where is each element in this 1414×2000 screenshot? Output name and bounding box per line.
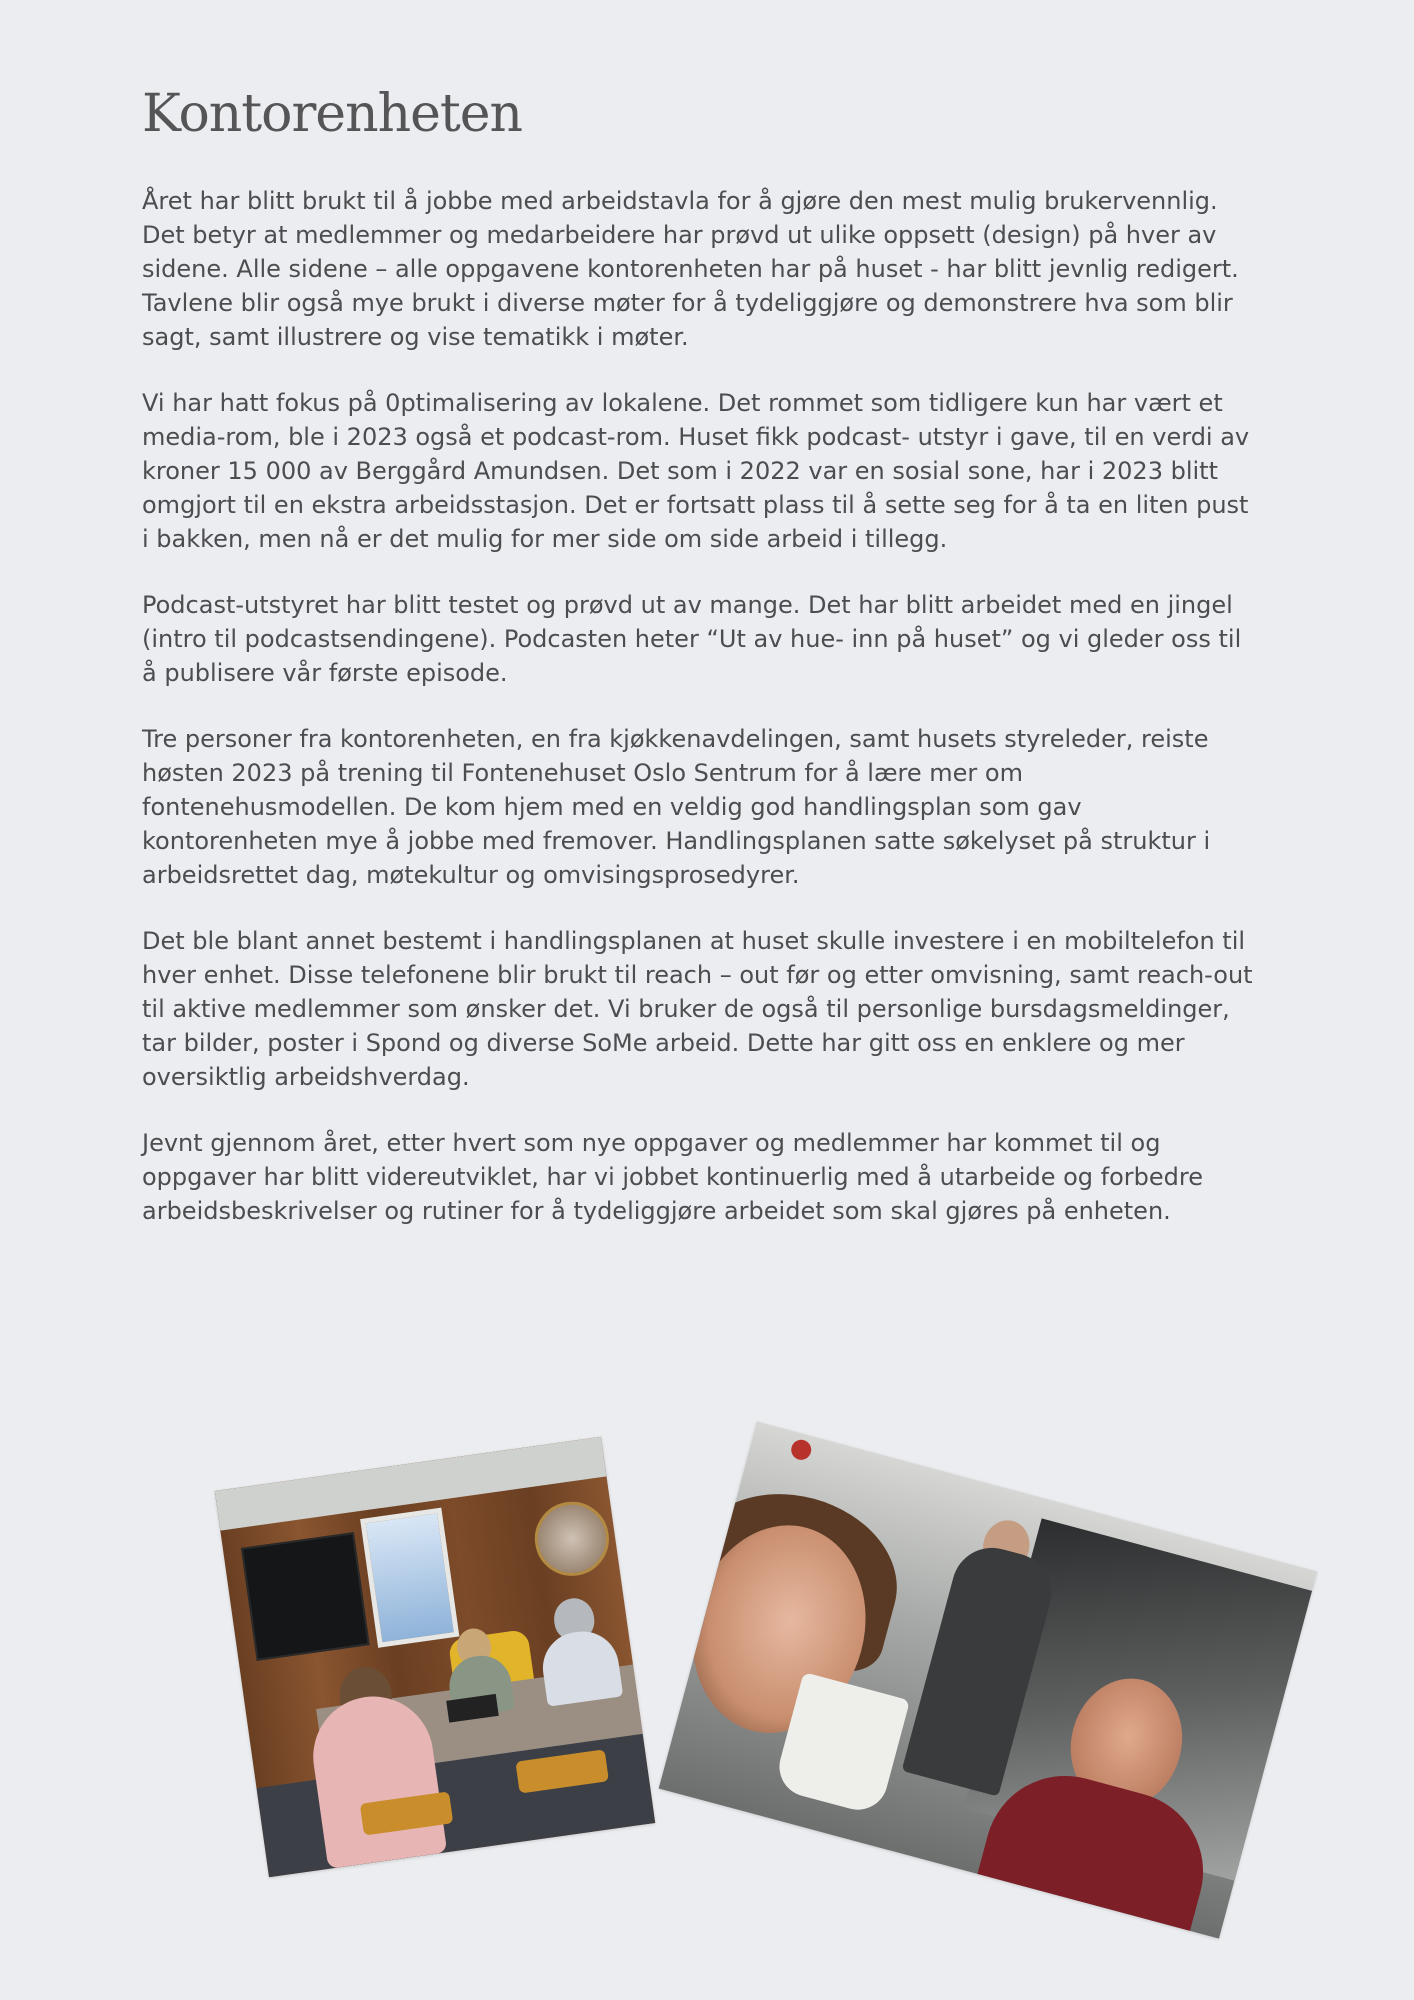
paragraph-trening: Tre personer fra kontorenheten, en fra kjøkkenavdelingen, samt husets styreleder, reiste høsten 2023 på trening til Fontenehuset Oslo Sentrum for å lære mer om fontenehusmodellen. De kom hjem med en veldig god handlingsplan som gav kontorenheten mye å jobbe med fremover. Handlingsplanen satte søkelyset på struktur i arbeidsrettet dag, møtekultur og omvisingsprosedyrer. <box>142 725 1211 889</box>
selfie-photo <box>659 1421 1318 1938</box>
meeting-room-photo <box>215 1437 655 1877</box>
photo-window <box>360 1508 459 1648</box>
photo-person-seated <box>538 1627 623 1707</box>
page-title: Kontorenheten <box>142 84 522 144</box>
paragraph-podcast: Podcast-utstyret har blitt testet og prøvd ut av mange. Det har blitt arbeidet med en jingel (intro til podcastsendingene). Podcasten heter “Ut av hue- inn på huset” og vi gleder oss til å publisere vår første episode. <box>142 591 1242 687</box>
paragraph-arbeidsbeskrivelser: Jevnt gjennom året, etter hvert som nye oppgaver og medlemmer har kommet til og oppgaver har blitt videreutviklet, har vi jobbet kontinuerlig med å utarbeide og forbedre arbeidsbeskrivelser og rutiner for å tydeliggjøre arbeidet som skal gjøres på enheten. <box>142 1129 1203 1225</box>
photo-round-mirror <box>530 1497 614 1581</box>
paragraph-arbeidstavla: Året har blitt brukt til å jobbe med arbeidstavla for å gjøre den mest mulig brukervennlig. Det betyr at medlemmer og medarbeidere har prøvd ut ulike oppsett (design) på hver av sidene. Alle sidene – alle oppgavene kontorenheten har på huset - har blitt jevnlig redigert. Tavlene blir også mye brukt i diverse møter for å tydeliggjøre og demonstrere hva som blir sagt, samt illustrere og vise tematikk i møter. <box>142 187 1239 351</box>
paragraph-mobiltelefon: Det ble blant annet bestemt i handlingsplanen at huset skulle investere i en mobiltelefon til hver enhet. Disse telefonene blir brukt til reach – out før og etter omvisning, samt reach-out til aktive medlemmer som ønsker det. Vi bruker de også til personlige bursdagsmeldinger, tar bilder, poster i Spond og diverse SoMe arbeid. Dette har gitt oss en enklere og mer oversiktlig arbeidshverdag. <box>142 927 1253 1091</box>
paragraph-lokalene: Vi har hatt fokus på 0ptimalisering av lokalene. Det rommet som tidligere kun har vært et media-rom, ble i 2023 også et podcast-rom. Huset fikk podcast- utstyr i gave, til en verdi av kroner 15 000 av Berggård Amundsen. Det som i 2022 var en sosial sone, har i 2023 blitt omgjort til en ekstra arbeidsstasjon. Det er fortsatt plass til å sette seg for å ta en liten pust i bakken, men nå er det mulig for mer side om side arbeid i tillegg. <box>142 389 1250 553</box>
body-text <box>142 184 1262 1260</box>
photo-tv-screen <box>241 1532 370 1661</box>
photo-fire-alarm <box>789 1438 813 1462</box>
